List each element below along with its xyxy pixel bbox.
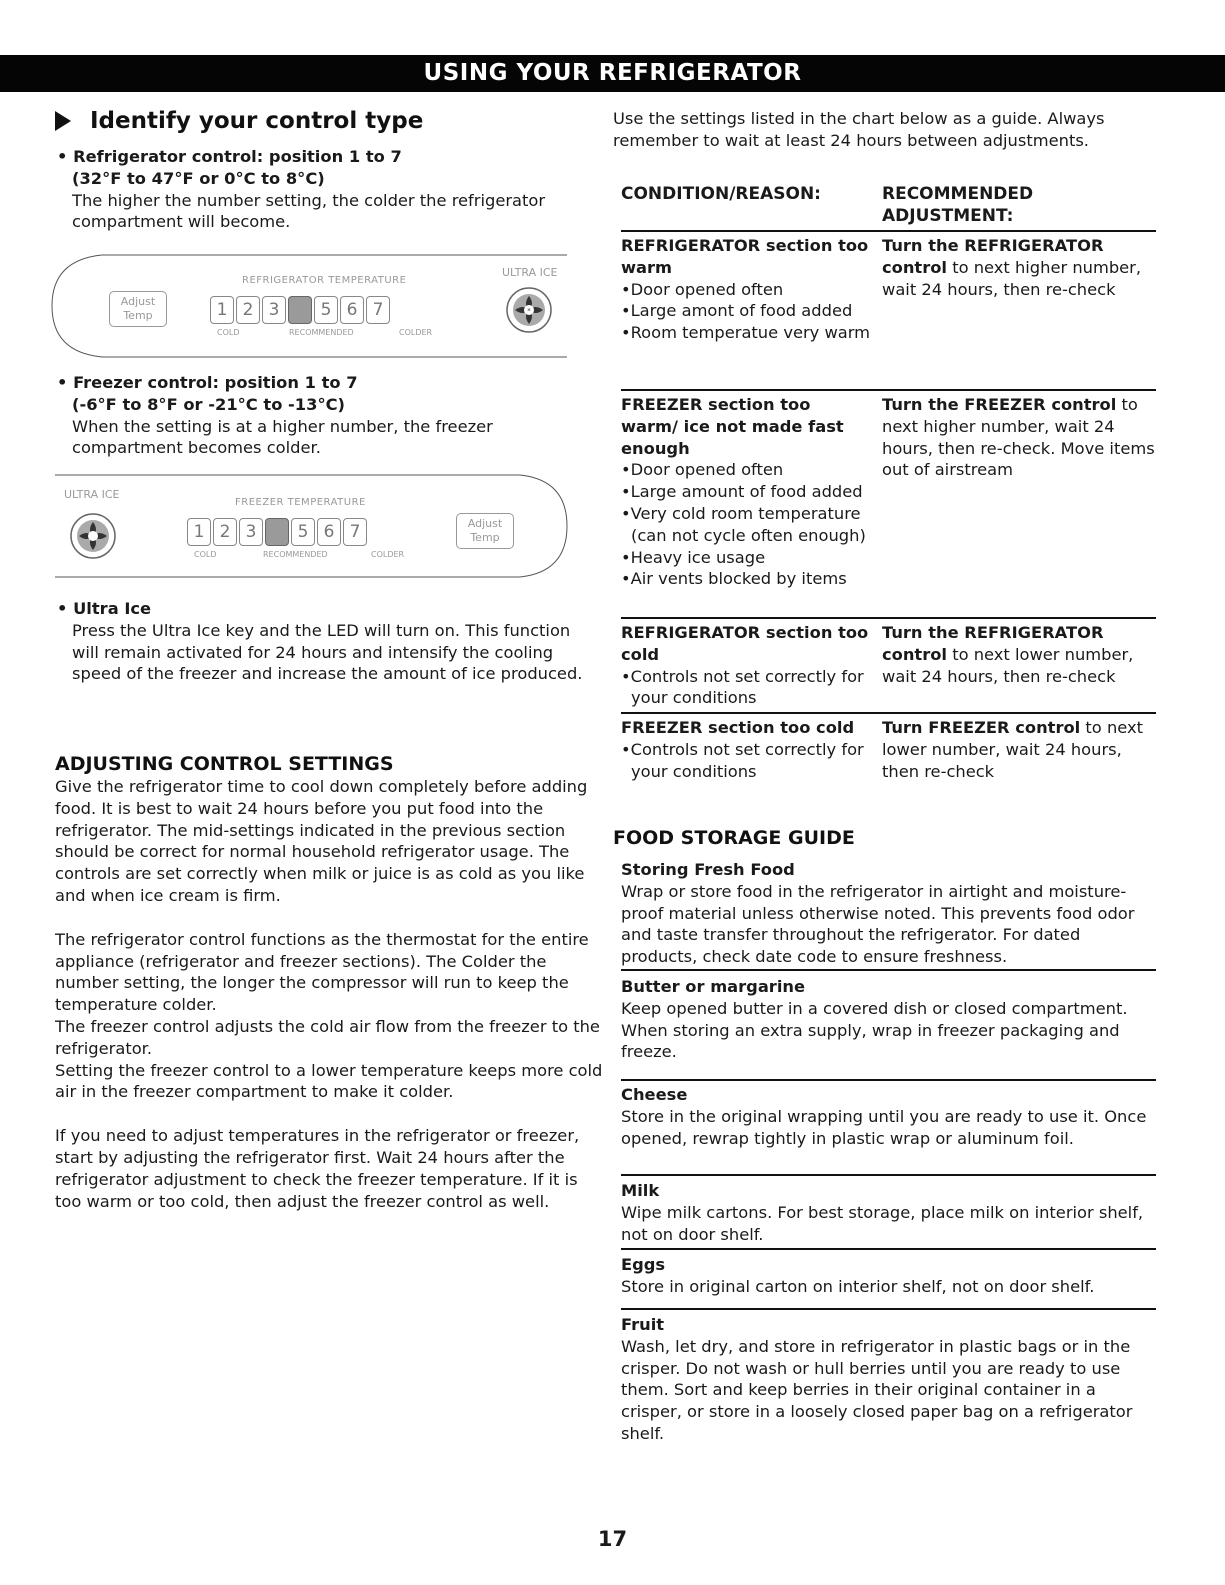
- freezer-control-text: When the setting is at a higher number, the freezer compartment becomes colder.: [72, 416, 493, 458]
- food-item-text: Wrap or store food in the refrigerator in airtight and moisture-proof material unless otherwise noted. This prevents food odor and taste transfer throughout the refrigerator. For dated products, check date code to ensure freshness.: [621, 881, 1135, 967]
- adjusting-paragraph-5: If you need to adjust temperatures in the refrigerator or freezer, start by adjusting the refrigerator first. Wait 24 hours after the refrigerator adjustment to check the freezer temperature. If it is too warm or too cold, then adjust the freezer control as well.: [55, 1126, 580, 1211]
- condition-title: FREEZER section too cold: [621, 718, 855, 737]
- divider: [621, 1308, 1156, 1310]
- food-item-title: Fruit: [621, 1315, 665, 1334]
- divider: [621, 1079, 1156, 1081]
- freezer-setting-2[interactable]: 2: [213, 518, 237, 546]
- table-row: [621, 617, 1156, 711]
- freezer-setting-buttons: [187, 518, 367, 546]
- food-item-text: Store in original carton on interior shelf, not on door shelf.: [621, 1276, 1095, 1296]
- freezer-setting-3[interactable]: 3: [239, 518, 263, 546]
- play-arrow-icon: [55, 111, 71, 131]
- adjustment-text: to next higher number, wait 24 hours, then re-check. Move items out of airstream: [882, 395, 1155, 480]
- fridge-temp-label: Temp: [123, 309, 153, 322]
- table-row: [621, 712, 1156, 789]
- freezer-setting-5[interactable]: 5: [291, 518, 315, 546]
- condition-cell: [621, 235, 871, 344]
- food-item-title: Storing Fresh Food: [621, 860, 795, 879]
- page-banner: USING YOUR REFRIGERATOR: [0, 55, 1225, 92]
- condition-item: •Large amount of food added: [621, 482, 863, 502]
- food-item-text: Wash, let dry, and store in refrigerator in plastic bags or in the crisper. Do not wash or hull berries until you are ready to use them. Sort and keep berries in their original container in a crisper, or store in a loosely closed paper bag on a refrigerator shelf.: [621, 1336, 1133, 1443]
- condition-cell: [621, 394, 871, 590]
- condition-item: •Very cold room temperature (can not cycle often enough): [621, 503, 866, 545]
- table-row: [621, 389, 1156, 616]
- condition-title: FREEZER section too warm/ ice not made fast enough: [621, 395, 844, 458]
- food-item: [621, 1254, 1156, 1298]
- fridge-adjust-temp-button[interactable]: [109, 291, 167, 327]
- ultra-ice-text: Press the Ultra Ice key and the LED will turn on. This function will remain activated for 24 hours and intensify the cooling speed of the freezer and increase the amount of ice produced.: [72, 620, 583, 684]
- food-item: [621, 859, 1156, 968]
- food-item-title: Butter or margarine: [621, 977, 806, 996]
- freezer-panel-title: FREEZER TEMPERATURE: [235, 497, 366, 508]
- food-item-title: Milk: [621, 1181, 660, 1200]
- freezer-ultra-ice-label: ULTRA ICE: [64, 488, 120, 501]
- food-item: [621, 976, 1156, 1063]
- fridge-panel-title: REFRIGERATOR TEMPERATURE: [242, 275, 407, 286]
- condition-title: REFRIGERATOR section too warm: [621, 236, 869, 277]
- chart-intro: Use the settings listed in the chart below as a guide. Always remember to wait at least 24 hours between adjustments.: [613, 109, 1105, 150]
- condition-item: •Large amont of food added: [621, 301, 853, 321]
- adjustment-cell: [882, 235, 1157, 300]
- condition-item: •Heavy ice usage: [621, 547, 766, 567]
- fridge-ultra-ice-icon[interactable]: [505, 286, 553, 334]
- freezer-control-title: • Freezer control: position 1 to 7: [57, 373, 358, 392]
- fridge-colder-label: COLDER: [399, 328, 433, 337]
- condition-item: •Controls not set correctly for your conditions: [621, 666, 864, 708]
- fridge-setting-4-selected[interactable]: [288, 296, 312, 324]
- fridge-control-text: The higher the number setting, the colder the refrigerator compartment will become.: [72, 190, 546, 232]
- fridge-control-range: (32°F to 47°F or 0°C to 8°C): [72, 168, 325, 188]
- freezer-adjust-label: Adjust: [467, 517, 503, 530]
- table-header-condition: CONDITION/REASON:: [621, 184, 821, 204]
- freezer-setting-6[interactable]: 6: [317, 518, 341, 546]
- adjustment-bold: Turn the REFRIGERATOR control: [882, 236, 1104, 277]
- food-item-title: Eggs: [621, 1255, 666, 1274]
- condition-cell: [621, 622, 871, 709]
- condition-cell: [621, 717, 871, 782]
- condition-item: •Room temperatue very warm: [621, 323, 871, 343]
- table-header-adjustment-line2: ADJUSTMENT:: [882, 206, 1014, 226]
- condition-item: •Door opened often: [621, 460, 784, 480]
- condition-title: REFRIGERATOR section too cold: [621, 623, 869, 664]
- adjustment-bold: Turn the REFRIGERATOR control: [882, 623, 1104, 664]
- divider: [621, 969, 1156, 971]
- identify-heading: [55, 108, 423, 134]
- adjusting-paragraph-2: The refrigerator control functions as the thermostat for the entire appliance (refrigerator and freezer sections). The Colder the number setting, the longer the compressor will run to keep the temperature colder.: [55, 929, 589, 1015]
- condition-item: •Air vents blocked by items: [621, 569, 847, 589]
- ultra-ice-block: [57, 598, 602, 685]
- divider: [621, 1248, 1156, 1250]
- fridge-adjust-label: Adjust: [120, 295, 156, 308]
- adjustment-cell: [882, 717, 1157, 782]
- ultra-ice-title: • Ultra Ice: [57, 599, 152, 618]
- freezer-setting-1[interactable]: 1: [187, 518, 211, 546]
- fridge-cold-label: COLD: [217, 328, 240, 337]
- divider: [621, 1174, 1156, 1176]
- table-header-adjustment-line1: RECOMMENDED: [882, 184, 1034, 204]
- fridge-setting-6[interactable]: 6: [340, 296, 364, 324]
- freezer-control-panel: [55, 470, 575, 582]
- adjustment-bold: Turn FREEZER control: [882, 718, 1081, 737]
- adjustment-cell: [882, 622, 1157, 687]
- food-item: [621, 1314, 1156, 1445]
- food-item-text: Wipe milk cartons. For best storage, place milk on interior shelf, not on door shelf.: [621, 1202, 1144, 1244]
- freezer-temp-label: Temp: [470, 531, 500, 544]
- fridge-control-block: [57, 146, 602, 233]
- freezer-adjust-temp-button[interactable]: [456, 513, 514, 549]
- svg-text:*: *: [527, 307, 531, 315]
- adjustment-text: to next lower number, wait 24 hours, then re-check: [882, 718, 1144, 781]
- food-item: [621, 1084, 1156, 1149]
- identify-heading-text: Identify your control type: [90, 108, 424, 134]
- food-item: [621, 1180, 1156, 1245]
- freezer-control-range: (-6°F to 8°F or -21°C to -13°C): [72, 394, 345, 414]
- fridge-control-panel: [47, 250, 577, 362]
- fridge-setting-7[interactable]: 7: [366, 296, 390, 324]
- fridge-setting-5[interactable]: 5: [314, 296, 338, 324]
- freezer-recommended-label: RECOMMENDED: [263, 550, 328, 559]
- adjustment-text: to next higher number, wait 24 hours, then re-check: [882, 257, 1142, 299]
- condition-item: •Door opened often: [621, 279, 784, 299]
- adjusting-paragraph-3: The freezer control adjusts the cold air flow from the freezer to the refrigerator.: [55, 1016, 600, 1058]
- adjustment-cell: [882, 394, 1157, 481]
- fridge-setting-1[interactable]: 1: [210, 296, 234, 324]
- freezer-colder-label: COLDER: [371, 550, 405, 559]
- adjustment-bold: Turn the FREEZER control: [882, 395, 1117, 414]
- page-number: 17: [597, 1527, 628, 1551]
- table-row: [621, 230, 1156, 390]
- fridge-setting-2[interactable]: 2: [236, 296, 260, 324]
- fridge-setting-3[interactable]: 3: [262, 296, 286, 324]
- freezer-setting-7[interactable]: 7: [343, 518, 367, 546]
- adjusting-heading: ADJUSTING CONTROL SETTINGS: [55, 753, 394, 775]
- fridge-control-title: • Refrigerator control: position 1 to 7: [57, 147, 402, 166]
- fridge-recommended-label: RECOMMENDED: [289, 328, 354, 337]
- food-item-title: Cheese: [621, 1085, 688, 1104]
- freezer-ultra-ice-icon[interactable]: [69, 512, 117, 560]
- food-storage-heading: FOOD STORAGE GUIDE: [613, 827, 855, 849]
- fridge-ultra-ice-label: ULTRA ICE: [502, 266, 558, 279]
- fridge-setting-buttons: [210, 296, 390, 324]
- food-item-text: Store in the original wrapping until you are ready to use it. Once opened, rewrap tightly in plastic wrap or aluminum foil.: [621, 1106, 1147, 1148]
- freezer-control-block: [57, 372, 602, 459]
- table-header-adjustment: [882, 183, 1033, 227]
- freezer-cold-label: COLD: [194, 550, 217, 559]
- food-item-text: Keep opened butter in a covered dish or closed compartment. When storing an extra supply, wrap in freezer packaging and freeze.: [621, 998, 1128, 1062]
- adjustment-text: to next lower number, wait 24 hours, then re-check: [882, 644, 1134, 686]
- condition-item: •Controls not set correctly for your conditions: [621, 739, 864, 781]
- freezer-setting-4-selected[interactable]: [265, 518, 289, 546]
- adjusting-paragraph-4: Setting the freezer control to a lower temperature keeps more cold air in the freezer compartment to make it colder.: [55, 1060, 603, 1102]
- adjusting-section: [55, 752, 603, 1212]
- adjusting-paragraph-1: Give the refrigerator time to cool down completely before adding food. It is best to wait 24 hours before you put food into the refrigerator. The mid-settings indicated in the previous section should be correct for normal household refrigerator usage. The controls are set correctly when milk or juice is as cold as you like and when ice cream is firm.: [55, 777, 588, 905]
